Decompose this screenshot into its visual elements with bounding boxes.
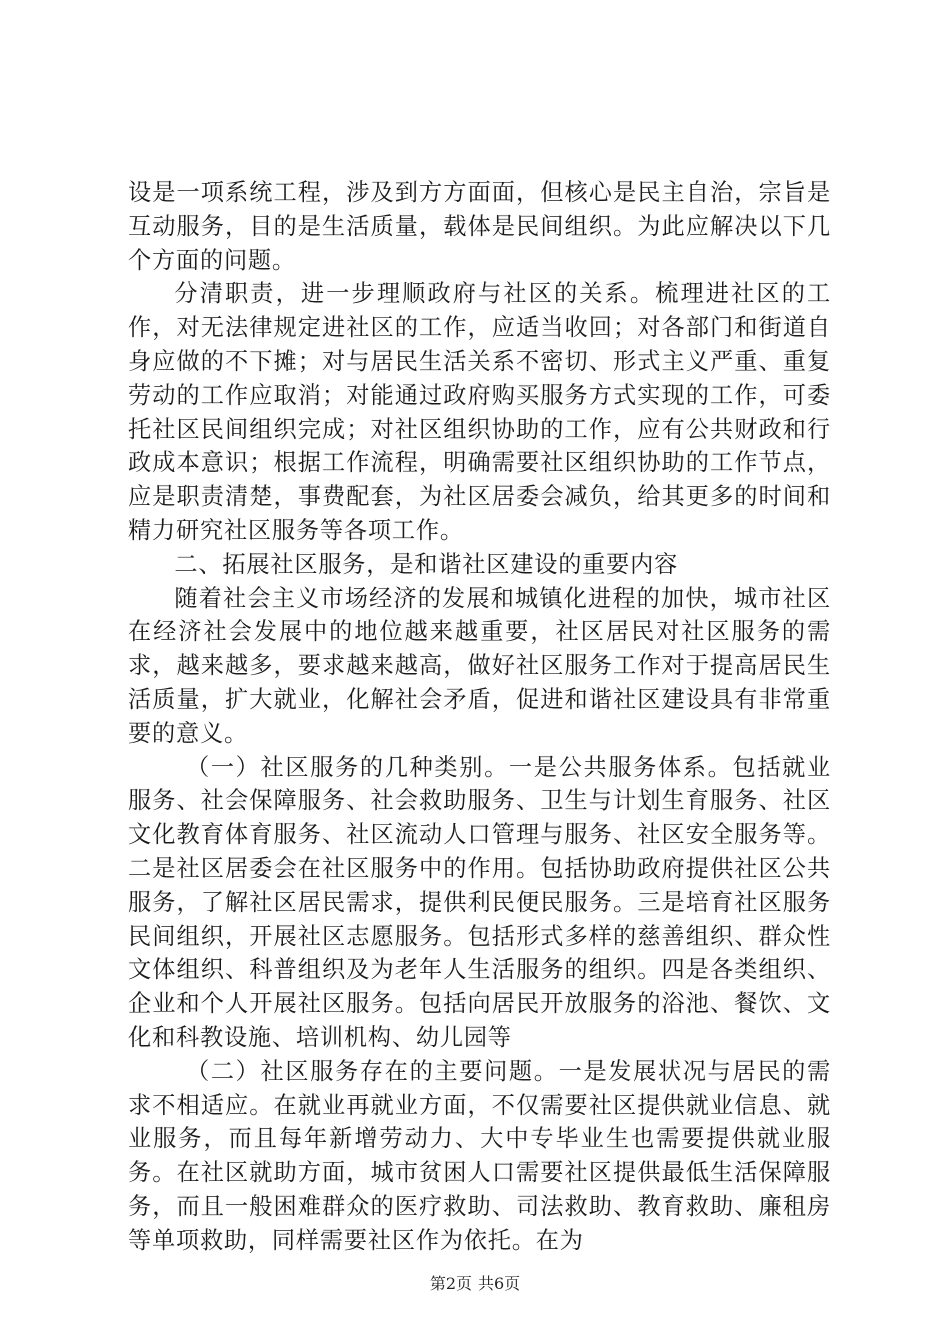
paragraph-4: 随着社会主义市场经济的发展和城镇化进程的加快，城市社区在经济社会发展中的地位越来越重要，社区居民对社区服务的需求，越来越多，要求越来越高，做好社区服务工作对于提高居民生活质量，扩大就业，化解社会矛盾，促进和谐社区建设具有非常重要的意义。: [128, 584, 831, 747]
section-heading: 二、拓展社区服务，是和谐社区建设的重要内容: [174, 550, 679, 578]
paragraph-6: （二）社区服务存在的主要问题。一是发展状况与居民的需求不相适应。在就业再就业方面，不仅需要社区提供就业信息、就业服务，而且每年新增劳动力、大中专毕业生也需要提供就业服务。在社区就助方面，城市贫困人口需要社区提供最低生活保障服务，而且一般困难群众的医疗救助、司法救助、教育救助、廉租房等单项救助，同样需要社区作为依托。在为: [128, 1057, 831, 1254]
page-total: 共6页: [478, 1274, 521, 1293]
page-number: 第2页: [429, 1274, 472, 1293]
document-body: [128, 176, 831, 1258]
paragraph-1: 设是一项系统工程，涉及到方方面面，但核心是民主自治，宗旨是互动服务，目的是生活质量，载体是民间组织。为此应解决以下几个方面的问题。: [128, 179, 831, 274]
page-footer: [0, 1274, 950, 1294]
paragraph-5: （一）社区服务的几种类别。一是公共服务体系。包括就业服务、社会保障服务、社会救助服务、卫生与计划生育服务、社区文化教育体育服务、社区流动人口管理与服务、社区安全服务等。二是社区居委会在社区服务中的作用。包括协助政府提供社区公共服务，了解社区居民需求，提供利民便民服务。三是培育社区服务民间组织，开展社区志愿服务。包括形式多样的慈善组织、群众性文体组织、科普组织及为老年人生活服务的组织。四是各类组织、企业和个人开展社区服务。包括向居民开放服务的浴池、餐饮、文化和科教设施、培训机构、幼儿园等: [128, 753, 831, 1051]
paragraph-2: 分清职责，进一步理顺政府与社区的关系。梳理进社区的工作，对无法律规定进社区的工作，应适当收回；对各部门和街道自身应做的不下摊；对与居民生活关系不密切、形式主义严重、重复劳动的工作应取消；对能通过政府购买服务方式实现的工作，可委托社区民间组织完成；对社区组织协助的工作，应有公共财政和行政成本意识；根据工作流程，明确需要社区组织协助的工作节点，应是职责清楚，事费配套，为社区居委会减负，给其更多的时间和精力研究社区服务等各项工作。: [128, 280, 831, 544]
